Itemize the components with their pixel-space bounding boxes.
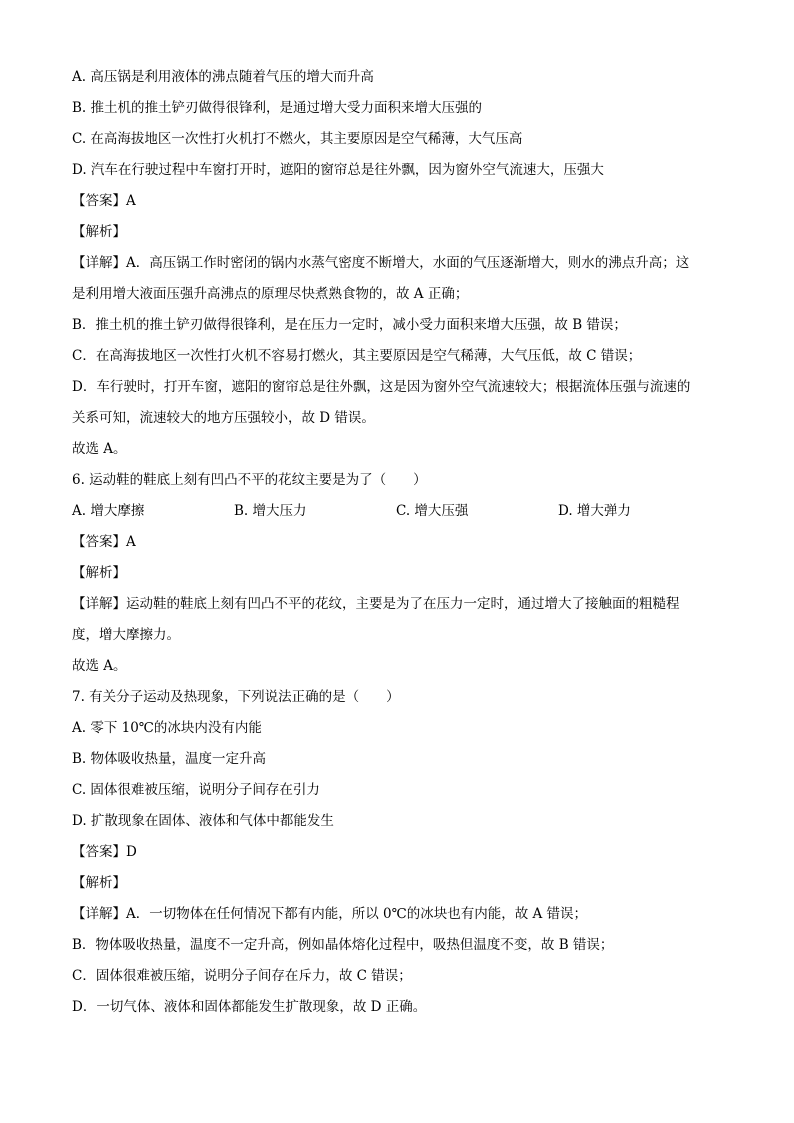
explanation-line: D．一切气体、液体和固体都能发生扩散现象，故 D 正确。 (72, 999, 427, 1015)
answer-label: 【答案】D (72, 844, 137, 860)
answer-label: 【答案】A (72, 534, 136, 550)
explanation-line: B．物体吸收热量，温度不一定升高，例如晶体熔化过程中，吸热但温度不变，故 B 错误； (72, 937, 614, 953)
explanation-line: C．在高海拔地区一次性打火机不容易打燃火，其主要原因是空气稀薄，大气压低，故 C 错误； (72, 348, 642, 364)
explanation-line: 【详解】A．高压锅工作时密闭的锅内水蒸气密度不断增大，水面的气压逐渐增大，则水的沸点升高；这 (72, 255, 690, 271)
option-d: D. 汽车在行驶过程中车窗打开时，遮阳的窗帘总是往外飘，因为窗外空气流速大，压强大 (72, 162, 604, 178)
question-7-options (72, 713, 722, 837)
explanation-line: D．车行驶时，打开车窗，遮阳的窗帘总是往外飘，这是因为窗外空气流速较大；根据流体压强与流速的 (72, 379, 691, 395)
document-page (72, 62, 722, 1023)
explanation-line: 关系可知，流速较大的地方压强较小，故 D 错误。 (72, 410, 375, 426)
analysis-label: 【解析】 (72, 224, 126, 240)
question-5-options (72, 62, 722, 186)
question-7-explanation (72, 899, 722, 1023)
conclusion-line: 故选 A。 (72, 658, 127, 674)
option-c: C. 固体很难被压缩，说明分子间存在引力 (72, 782, 320, 798)
explanation-line: 是利用增大液面压强升高沸点的原理尽快煮熟食物的，故 A 正确； (72, 286, 469, 302)
explanation-line: 度，增大摩擦力。 (72, 627, 180, 643)
explanation-line: B．推土机的推土铲刃做得很锋利，是在压力一定时，减小受力面积来增大压强，故 B 错误； (72, 317, 627, 333)
option-c: C. 在高海拔地区一次性打火机打不燃火，其主要原因是空气稀薄，大气压高 (72, 131, 523, 147)
option-b: B. 增大压力 (234, 503, 307, 519)
analysis-label: 【解析】 (72, 565, 126, 581)
explanation-line: C．固体很难被压缩，说明分子间存在斥力，故 C 错误； (72, 968, 412, 984)
analysis-label: 【解析】 (72, 875, 126, 891)
answer-label: 【答案】A (72, 193, 136, 209)
option-a: A. 增大摩擦 (72, 503, 145, 519)
option-d: D. 增大弹力 (558, 503, 631, 519)
option-b: B. 推土机的推土铲刃做得很锋利，是通过增大受力面积来增大压强的 (72, 100, 483, 116)
option-d: D. 扩散现象在固体、液体和气体中都能发生 (72, 813, 334, 829)
question-5-explanation (72, 248, 722, 465)
explanation-line: 【详解】A．一切物体在任何情况下都有内能，所以 0℃的冰块也有内能，故 A 错误； (72, 906, 588, 922)
option-b: B. 物体吸收热量，温度一定升高 (72, 751, 267, 767)
option-c: C. 增大压强 (396, 503, 469, 519)
question-6-options (72, 496, 722, 527)
question-6-stem: 6. 运动鞋的鞋底上刻有凹凸不平的花纹主要是为了（ ） (72, 472, 427, 488)
conclusion-line: 故选 A。 (72, 441, 127, 457)
option-a: A. 零下 10℃的冰块内没有内能 (72, 720, 262, 736)
question-7-stem: 7. 有关分子运动及热现象，下列说法正确的是（ ） (72, 689, 400, 705)
option-a: A. 高压锅是利用液体的沸点随着气压的增大而升高 (72, 69, 374, 85)
question-6-explanation (72, 589, 722, 682)
explanation-line: 【详解】运动鞋的鞋底上刻有凹凸不平的花纹，主要是为了在压力一定时，通过增大了接触面的粗糙程 (72, 596, 680, 612)
